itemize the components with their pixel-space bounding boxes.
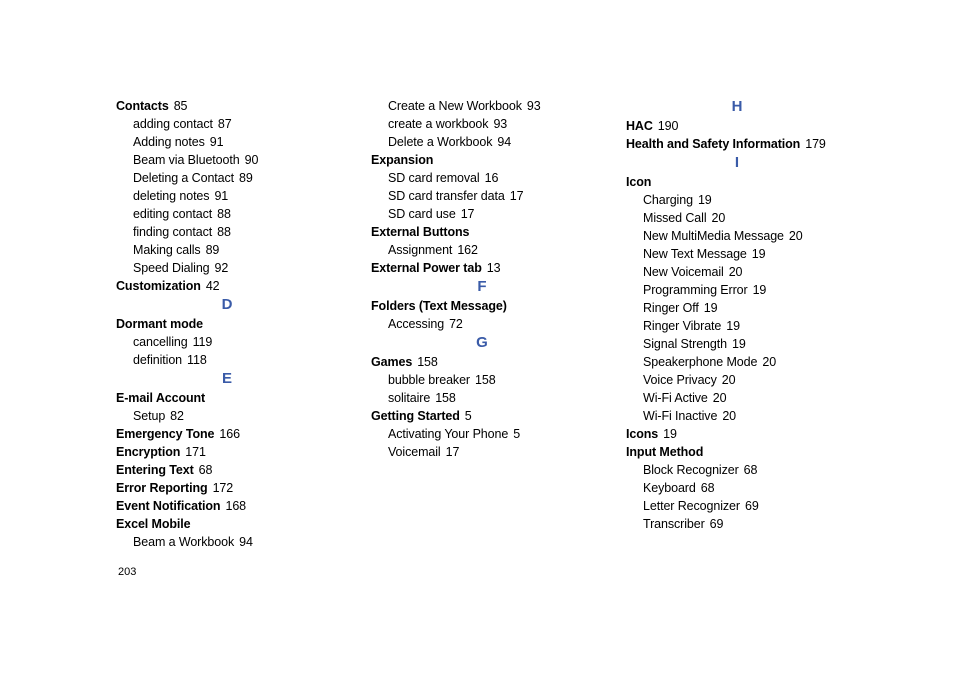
index-entry [626, 173, 856, 191]
index-subentry [626, 281, 856, 299]
index-subentry [626, 407, 856, 425]
entry-page-ref: 20 [722, 409, 737, 423]
entry-term: Icons [626, 427, 659, 441]
entry-term: finding contact [133, 225, 213, 239]
entry-page-ref: 168 [225, 499, 247, 513]
section-letter: G [476, 334, 488, 351]
index-subentry [626, 209, 856, 227]
entry-page-ref: 5 [464, 409, 472, 423]
index-subentry [371, 371, 601, 389]
entry-page-ref: 20 [728, 265, 743, 279]
index-subentry [116, 351, 346, 369]
entry-term: Letter Recognizer [643, 499, 740, 513]
index-entry [116, 425, 346, 443]
entry-page-ref: 119 [192, 335, 213, 349]
entry-term: Missed Call [643, 211, 707, 225]
entry-page-ref: 93 [493, 117, 508, 131]
entry-term: Signal Strength [643, 337, 727, 351]
index-subentry [116, 533, 346, 551]
entry-page-ref: 91 [214, 189, 229, 203]
index-entry [116, 479, 346, 497]
section-letter: D [221, 296, 233, 313]
index-subentry [116, 133, 346, 151]
entry-page-ref: 19 [726, 319, 740, 333]
entry-term: Setup [133, 409, 166, 423]
entry-page-ref: 158 [435, 391, 456, 405]
entry-page-ref: 166 [219, 427, 240, 441]
entry-term: SD card removal [388, 171, 480, 185]
entry-term: Contacts [116, 99, 169, 113]
index-entry [116, 497, 346, 515]
entry-term: Voicemail [388, 445, 441, 459]
entry-term: Programming Error [643, 283, 748, 297]
index-subentry [116, 241, 346, 259]
entry-term: Emergency Tone [116, 427, 215, 441]
entry-page-ref: 89 [205, 243, 220, 257]
entry-term: Wi-Fi Active [643, 391, 708, 405]
entry-page-ref: 69 [709, 517, 724, 531]
entry-term: Speed Dialing [133, 261, 210, 275]
index-subentry [626, 497, 856, 515]
index-entry [371, 259, 601, 277]
entry-term: deleting notes [133, 189, 210, 203]
entry-page-ref: 20 [712, 391, 727, 405]
entry-term: E-mail Account [116, 391, 206, 405]
entry-page-ref: 89 [239, 171, 253, 185]
index-subentry [371, 187, 601, 205]
entry-term: Entering Text [116, 463, 194, 477]
entry-term: Wi-Fi Inactive [643, 409, 718, 423]
entry-term: Activating Your Phone [388, 427, 509, 441]
entry-page-ref: 16 [484, 171, 499, 185]
entry-term: Games [371, 355, 413, 369]
entry-term: Charging [643, 193, 693, 207]
entry-term: Beam a Workbook [133, 535, 235, 549]
section-letter: F [477, 278, 487, 295]
index-entry [116, 443, 346, 461]
entry-term: Adding notes [133, 135, 205, 149]
entry-term: Deleting a Contact [133, 171, 235, 185]
entry-page-ref: 85 [173, 99, 188, 113]
entry-page-ref: 91 [209, 135, 224, 149]
entry-page-ref: 158 [475, 373, 496, 387]
entry-term: Error Reporting [116, 481, 208, 495]
entry-term: Getting Started [371, 409, 460, 423]
index-entry [116, 515, 346, 533]
index-entry [371, 151, 601, 169]
index-entry [626, 117, 856, 135]
index-subentry [626, 461, 856, 479]
entry-term: New Text Message [643, 247, 747, 261]
entry-page-ref: 68 [700, 481, 715, 495]
entry-term: create a workbook [388, 117, 489, 131]
entry-page-ref: 17 [460, 207, 475, 221]
entry-page-ref: 19 [731, 337, 746, 351]
index-subentry [371, 443, 601, 461]
index-entry [116, 97, 346, 115]
entry-term: Expansion [371, 153, 434, 167]
index-subentry [626, 245, 856, 263]
index-subentry [116, 115, 346, 133]
section-letter: E [221, 370, 232, 387]
entry-term: External Buttons [371, 225, 470, 239]
index-subentry [626, 353, 856, 371]
entry-page-ref: 94 [497, 135, 512, 149]
index-subentry [626, 227, 856, 245]
entry-page-ref: 68 [743, 463, 758, 477]
entry-term: Create a New Workbook [388, 99, 522, 113]
index-subentry [116, 333, 346, 351]
entry-term: bubble breaker [388, 373, 470, 387]
entry-page-ref: 92 [214, 261, 229, 275]
entry-page-ref: 179 [805, 137, 826, 151]
entry-term: Health and Safety Information [626, 137, 801, 151]
entry-page-ref: 20 [711, 211, 726, 225]
entry-page-ref: 87 [217, 117, 232, 131]
entry-page-ref: 88 [217, 225, 231, 239]
index-column-3 [626, 97, 856, 533]
entry-term: Beam via Bluetooth [133, 153, 240, 167]
entry-page-ref: 172 [212, 481, 234, 495]
entry-page-ref: 94 [239, 535, 253, 549]
entry-page-ref: 19 [697, 193, 712, 207]
entry-term: Keyboard [643, 481, 696, 495]
entry-page-ref: 17 [509, 189, 524, 203]
index-entry [116, 461, 346, 479]
entry-term: Icon [626, 175, 652, 189]
index-subentry [371, 241, 601, 259]
index-subentry [116, 151, 346, 169]
index-subentry [626, 191, 856, 209]
entry-term: adding contact [133, 117, 213, 131]
index-subentry [626, 335, 856, 353]
index-entry [371, 353, 601, 371]
entry-page-ref: 72 [449, 317, 463, 331]
entry-term: Encryption [116, 445, 181, 459]
index-subentry [626, 389, 856, 407]
entry-term: Transcriber [643, 517, 705, 531]
section-letter: H [731, 98, 743, 115]
entry-term: HAC [626, 119, 653, 133]
entry-page-ref: 162 [457, 243, 478, 257]
index-entry [626, 135, 856, 153]
index-subentry [371, 315, 601, 333]
index-subentry [116, 223, 346, 241]
entry-term: New Voicemail [643, 265, 724, 279]
section-letter: I [734, 154, 740, 171]
index-entry [116, 389, 346, 407]
index-column-2 [371, 97, 601, 461]
entry-page-ref: 17 [445, 445, 460, 459]
entry-term: Excel Mobile [116, 517, 191, 531]
index-subentry [626, 479, 856, 497]
entry-term: New MultiMedia Message [643, 229, 784, 243]
index-subentry [371, 389, 601, 407]
entry-term: Speakerphone Mode [643, 355, 758, 369]
entry-term: solitaire [388, 391, 431, 405]
index-subentry [116, 205, 346, 223]
entry-term: Delete a Workbook [388, 135, 493, 149]
entry-term: Event Notification [116, 499, 221, 513]
entry-term: Dormant mode [116, 317, 204, 331]
index-subentry [626, 515, 856, 533]
entry-page-ref: 69 [744, 499, 759, 513]
entry-page-ref: 5 [513, 427, 521, 441]
page-number: 203 [118, 566, 137, 578]
index-subentry [116, 187, 346, 205]
index-entry [116, 277, 346, 295]
entry-page-ref: 82 [170, 409, 184, 423]
index-column-1 [116, 97, 346, 551]
index-subentry [371, 425, 601, 443]
entry-page-ref: 190 [657, 119, 679, 133]
index-entry [116, 315, 346, 333]
entry-term: definition [133, 353, 183, 367]
index-subentry [626, 371, 856, 389]
index-subentry [371, 115, 601, 133]
entry-term: Assignment [388, 243, 453, 257]
entry-term: Making calls [133, 243, 201, 257]
index-subentry [371, 97, 601, 115]
index-subentry [626, 263, 856, 281]
index-entry [626, 425, 856, 443]
entry-page-ref: 19 [751, 247, 766, 261]
index-subentry [371, 133, 601, 151]
entry-term: Accessing [388, 317, 445, 331]
index-entry [371, 297, 601, 315]
entry-page-ref: 13 [486, 261, 501, 275]
entry-page-ref: 20 [721, 373, 736, 387]
index-subentry [116, 259, 346, 277]
index-subentry [626, 299, 856, 317]
entry-page-ref: 20 [762, 355, 777, 369]
entry-term: editing contact [133, 207, 213, 221]
entry-term: Ringer Vibrate [643, 319, 722, 333]
entry-page-ref: 42 [205, 279, 220, 293]
index-entry [626, 443, 856, 461]
entry-term: Folders (Text Message) [371, 299, 507, 313]
entry-term: SD card use [388, 207, 456, 221]
index-subentry [116, 169, 346, 187]
index-subentry [626, 317, 856, 335]
entry-term: Ringer Off [643, 301, 699, 315]
entry-page-ref: 20 [788, 229, 803, 243]
entry-term: cancelling [133, 335, 188, 349]
index-entry [371, 407, 601, 425]
entry-page-ref: 19 [663, 427, 677, 441]
entry-term: Voice Privacy [643, 373, 717, 387]
entry-page-ref: 93 [526, 99, 541, 113]
entry-term: External Power tab [371, 261, 482, 275]
entry-page-ref: 171 [185, 445, 206, 459]
entry-page-ref: 90 [244, 153, 259, 167]
entry-page-ref: 158 [417, 355, 438, 369]
index-subentry [371, 169, 601, 187]
entry-page-ref: 19 [752, 283, 767, 297]
entry-term: Customization [116, 279, 201, 293]
entry-term: SD card transfer data [388, 189, 505, 203]
index-subentry [371, 205, 601, 223]
entry-page-ref: 88 [217, 207, 231, 221]
entry-page-ref: 68 [198, 463, 213, 477]
entry-page-ref: 118 [187, 353, 207, 367]
entry-page-ref: 19 [703, 301, 718, 315]
index-subentry [116, 407, 346, 425]
index-entry [371, 223, 601, 241]
entry-term: Input Method [626, 445, 704, 459]
entry-term: Block Recognizer [643, 463, 739, 477]
